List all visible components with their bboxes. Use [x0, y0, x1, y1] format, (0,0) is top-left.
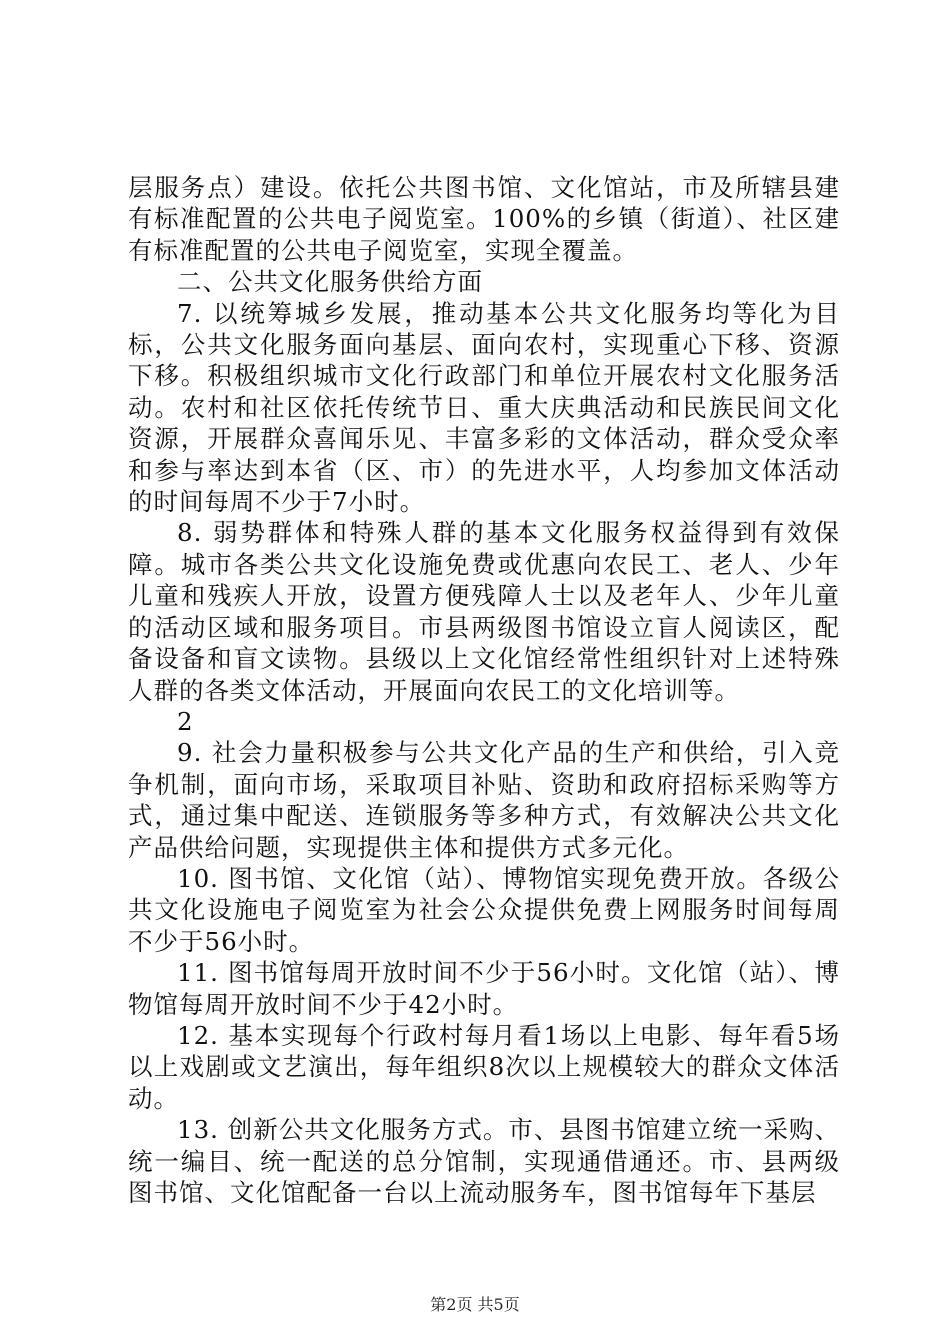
paragraph-item-9: 9. 社会力量积极参与公共文化产品的生产和供给，引入竞争机制，面向市场，采取项目补贴、资助和政府招标采购等方式，通过集中配送、连锁服务等多种方式，有效解决公共文化产品供给问题，实现提供主体和提供方式多元化。 [128, 738, 840, 862]
paragraph-item-8: 8. 弱势群体和特殊人群的基本文化服务权益得到有效保障。城市各类公共文化设施免费或优惠向农民工、老人、少年儿童和残疾人开放，设置方便残障人士以及老年人、少年儿童的活动区域和服务项目。市县两级图书馆设立盲人阅读区，配备设备和盲文读物。县级以上文化馆经常性组织针对上述特殊人群的各类文体活动，开展面向农民工的文化培训等。 [128, 518, 840, 705]
paragraph-item-12: 12. 基本实现每个行政村每月看1场以上电影、每年看5场以上戏剧或文艺演出，每年组织8次以上规模较大的群众文体活动。 [128, 1020, 840, 1113]
paragraph-item-10: 10. 图书馆、文化馆（站）、博物馆实现免费开放。各级公共文化设施电子阅览室为社会公众提供免费上网服务时间每周不少于56小时。 [128, 863, 840, 956]
paragraph-item-11: 11. 图书馆每周开放时间不少于56小时。文化馆（站）、博物馆每周开放时间不少于42小时。 [128, 958, 840, 1019]
document-body [128, 172, 840, 1208]
section-heading: 二、公共文化服务供给方面 [177, 267, 483, 297]
paragraph-item-7: 7. 以统筹城乡发展，推动基本公共文化服务均等化为目标，公共文化服务面向基层、面向农村，实现重心下移、资源下移。积极组织城市文化行政部门和单位开展农村文化服务活动。农村和社区依托传统节日、重大庆典活动和民族民间文化资源，开展群众喜闻乐见、丰富多彩的文体活动，群众受众率和参与率达到本省（区、市）的先进水平，人均参加文体活动的时间每周不少于7小时。 [128, 298, 840, 517]
page-footer: 第2页 共5页 [430, 1295, 520, 1314]
paragraph-item-13: 13. 创新公共文化服务方式。市、县图书馆建立统一采购、统一编目、统一配送的总分馆制，实现通借通还。市、县两级图书馆、文化馆配备一台以上流动服务车，图书馆每年下基层 [128, 1115, 840, 1207]
inline-page-number: 2 [177, 706, 194, 736]
paragraph-continuation: 层服务点）建设。依托公共图书馆、文化馆站，市及所辖县建有标准配置的公共电子阅览室。100%的乡镇（街道）、社区建有标准配置的公共电子阅览室，实现全覆盖。 [128, 173, 840, 265]
